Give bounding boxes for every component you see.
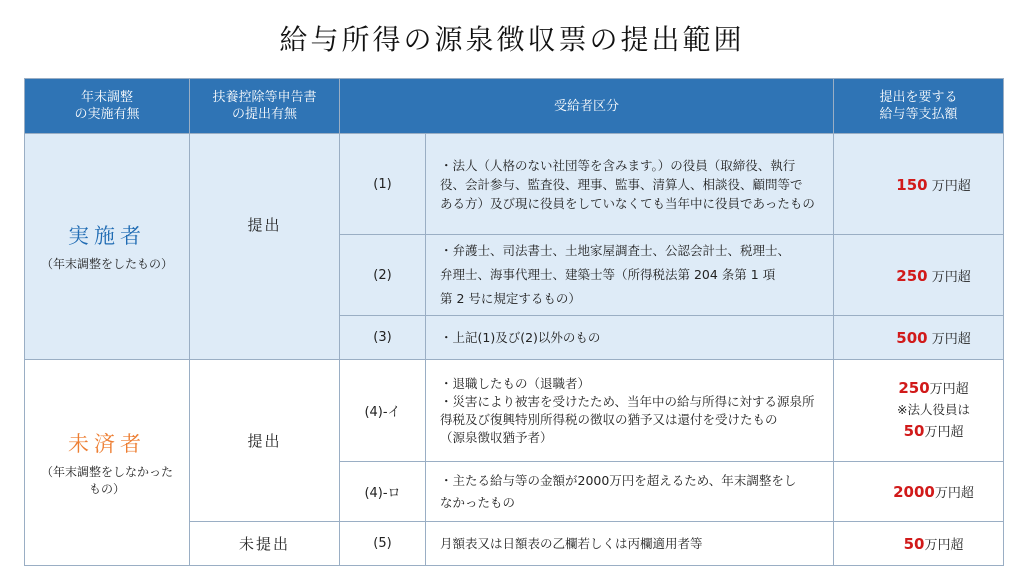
row-number: (2) xyxy=(340,235,426,316)
row-amount: 2000万円超 xyxy=(834,462,1004,522)
row-number: (4)-ロ xyxy=(340,462,426,522)
table-row xyxy=(25,134,1004,235)
page-title: 給与所得の源泉徴収票の提出範囲 xyxy=(279,23,745,56)
header-row xyxy=(25,79,1004,134)
row-number: (5) xyxy=(340,522,426,566)
row-amount: 250 万円超 xyxy=(834,235,1004,316)
row-amount: 500 万円超 xyxy=(834,316,1004,360)
row-description: ・主たる給与等の金額が2000万円を超えるため、年末調整をし なかったもの xyxy=(426,462,834,522)
row-amount: 150 万円超 xyxy=(834,134,1004,235)
row-description: ・弁護士、司法書士、土地家屋調査士、公認会計士、税理士、 弁理士、海事代理士、建築士等（所得税法第 204 条第 1 項 第 2 号に規定するもの） xyxy=(426,235,834,316)
row-amount: 250万円超 ※法人役員は 50万円超 xyxy=(834,360,1004,462)
row-number: (4)-イ xyxy=(340,360,426,462)
implemented-submission: 提出 xyxy=(190,134,340,360)
header-recipient-category: 受給者区分 xyxy=(340,79,834,134)
not-implemented-sublabel: （年末調整をしなかった もの） xyxy=(40,464,173,496)
header-dependent-declaration: 扶養控除等申告書 の提出有無 xyxy=(190,79,340,134)
corporate-officer-note: ※法人役員は xyxy=(897,402,970,417)
table-row xyxy=(25,360,1004,462)
submission-range-table xyxy=(24,78,1004,566)
row-description: ・法人（人格のない社団等を含みます。）の役員（取締役、執行 役、会計参与、監査役、理事、監事、清算人、相談役、顧問等で ある方）及び現に役員をしていなくても当年中に役員であったもの xyxy=(426,134,834,235)
group-implemented xyxy=(25,134,190,360)
row-description: ・退職したもの（退職者） ・災害により被害を受けたため、当年中の給与所得に対する源泉所 得税及び復興特別所得税の徴収の猶予又は還付を受けたもの （源泉徴収猶予者） xyxy=(426,360,834,462)
implemented-sublabel: （年末調整をしたもの） xyxy=(40,257,173,271)
implemented-label: 実施者 xyxy=(68,224,146,248)
group-not-implemented xyxy=(25,360,190,566)
row-description: ・上記(1)及び(2)以外のもの xyxy=(426,316,834,360)
row-number: (3) xyxy=(340,316,426,360)
row-amount: 50万円超 xyxy=(834,522,1004,566)
row-description: 月額表又は日額表の乙欄若しくは丙欄適用者等 xyxy=(426,522,834,566)
not-implemented-label: 未済者 xyxy=(68,431,146,456)
header-year-end-adjustment: 年末調整 の実施有無 xyxy=(25,79,190,134)
not-implemented-submission: 提出 xyxy=(190,360,340,522)
row-number: (1) xyxy=(340,134,426,235)
not-submitted: 未提出 xyxy=(190,522,340,566)
header-payment-amount: 提出を要する 給与等支払額 xyxy=(834,79,1004,134)
